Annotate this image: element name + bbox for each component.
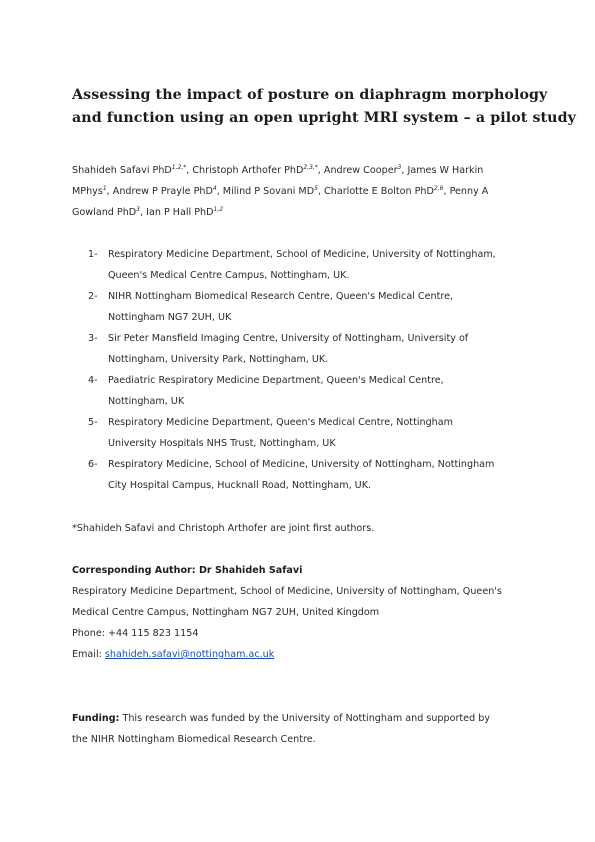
affiliation-text-line: Queen's Medical Centre Campus, Nottingham, UK. bbox=[108, 270, 350, 281]
funding-text: This research was funded by the University of Nottingham and supported by bbox=[119, 713, 490, 724]
author-name-first-part: James W Harkin bbox=[407, 165, 484, 176]
title-line-1: Assessing the impact of posture on diaphragm morphology bbox=[72, 87, 548, 103]
author-separator: , bbox=[216, 186, 223, 197]
author-affiliation-marker: 1 bbox=[102, 184, 107, 192]
affiliation-number: 1- bbox=[88, 249, 98, 260]
funding-statement bbox=[72, 708, 532, 750]
author-affiliation-marker: 1,2,* bbox=[171, 163, 187, 171]
author-name: Shahideh Safavi PhD bbox=[72, 165, 172, 176]
author-name: Ian P Hall PhD bbox=[146, 207, 214, 218]
corresponding-author-heading: Corresponding Author: Dr Shahideh Safavi bbox=[72, 565, 303, 576]
author-separator: , bbox=[401, 165, 408, 176]
affiliation-item bbox=[88, 328, 533, 370]
affiliation-item bbox=[88, 244, 533, 286]
author-line-3 bbox=[72, 202, 532, 223]
funding-line-1 bbox=[72, 708, 532, 729]
email-link[interactable]: shahideh.safavi@nottingham.ac.uk bbox=[104, 649, 275, 660]
author-affiliation-marker: 5 bbox=[314, 184, 318, 192]
affiliation-text-line: Respiratory Medicine, School of Medicine, University of Nottingham, Nottingham bbox=[108, 459, 495, 470]
corresponding-author-block bbox=[72, 560, 532, 665]
affiliation-text-line: City Hospital Campus, Hucknall Road, Nottingham, UK. bbox=[108, 480, 372, 491]
email-label: Email: bbox=[72, 649, 105, 660]
author-separator: , bbox=[443, 186, 450, 197]
affiliation-text-line: Nottingham NG7 2UH, UK bbox=[108, 312, 232, 323]
joint-first-authors-note: *Shahideh Safavi and Christoph Arthofer are joint first authors. bbox=[72, 523, 375, 534]
affiliation-text-line: Sir Peter Mansfield Imaging Centre, University of Nottingham, University of bbox=[108, 333, 469, 344]
author-list bbox=[72, 160, 532, 223]
affiliation-text-line: Nottingham, UK bbox=[108, 396, 185, 407]
author-affiliation-marker: 2,6 bbox=[433, 184, 444, 192]
author-affiliation-marker: 3 bbox=[136, 205, 140, 213]
author-name-first-part: Penny A bbox=[449, 186, 489, 197]
affiliation-item bbox=[88, 454, 533, 496]
author-name: Christoph Arthofer PhD bbox=[192, 165, 304, 176]
author-name: Andrew Cooper bbox=[323, 165, 398, 176]
author-affiliation-marker: 3 bbox=[397, 163, 402, 171]
affiliation-text-line: University Hospitals NHS Trust, Nottingham, UK bbox=[108, 438, 336, 449]
author-separator: , bbox=[317, 165, 324, 176]
author-name: Charlotte E Bolton PhD bbox=[324, 186, 434, 197]
author-line-1 bbox=[72, 160, 532, 181]
author-affiliation-marker: 2,3,* bbox=[303, 163, 318, 171]
affiliation-text-line: Nottingham, University Park, Nottingham, UK. bbox=[108, 354, 329, 365]
author-affiliation-marker: 4 bbox=[212, 184, 217, 192]
author-line-2 bbox=[72, 181, 532, 202]
affiliation-number: 2- bbox=[88, 291, 98, 302]
affiliation-number: 3- bbox=[88, 333, 98, 344]
affiliation-list bbox=[88, 244, 533, 496]
author-name-second-part: Gowland PhD bbox=[72, 207, 137, 218]
author-name: Milind P Sovani MD bbox=[222, 186, 315, 197]
affiliation-text-line: Paediatric Respiratory Medicine Department, Queen's Medical Centre, bbox=[108, 375, 444, 386]
corresponding-address-line-2: Medical Centre Campus, Nottingham NG7 2UH, United Kingdom bbox=[72, 607, 380, 618]
affiliation-text-line: Respiratory Medicine Department, School of Medicine, University of Nottingham, bbox=[108, 249, 496, 260]
author-affiliation-marker: 1,2 bbox=[213, 205, 224, 213]
affiliation-number: 6- bbox=[88, 459, 98, 470]
funding-label: Funding: bbox=[72, 713, 120, 724]
affiliation-number: 5- bbox=[88, 417, 98, 428]
affiliation-number: 4- bbox=[88, 375, 98, 386]
author-separator: , bbox=[186, 165, 193, 176]
corresponding-address-line-1: Respiratory Medicine Department, School of Medicine, University of Nottingham, Queen's bbox=[72, 586, 502, 597]
affiliation-item bbox=[88, 286, 533, 328]
author-name-second-part: MPhys bbox=[72, 186, 103, 197]
corresponding-email-line bbox=[72, 644, 532, 665]
corresponding-phone: Phone: +44 115 823 1154 bbox=[72, 628, 199, 639]
author-separator: , bbox=[140, 207, 147, 218]
author-separator: , bbox=[106, 186, 113, 197]
affiliation-text-line: Respiratory Medicine Department, Queen's Medical Centre, Nottingham bbox=[108, 417, 453, 428]
funding-line-2: the NIHR Nottingham Biomedical Research Centre. bbox=[72, 734, 316, 745]
author-separator: , bbox=[317, 186, 325, 197]
paper-title bbox=[72, 84, 576, 130]
author-name: Andrew P Prayle PhD bbox=[112, 186, 213, 197]
affiliation-text-line: NIHR Nottingham Biomedical Research Centre, Queen's Medical Centre, bbox=[108, 291, 454, 302]
title-line-2: and function using an open upright MRI system – a pilot study bbox=[72, 110, 576, 126]
affiliation-item bbox=[88, 412, 533, 454]
affiliation-item bbox=[88, 370, 533, 412]
